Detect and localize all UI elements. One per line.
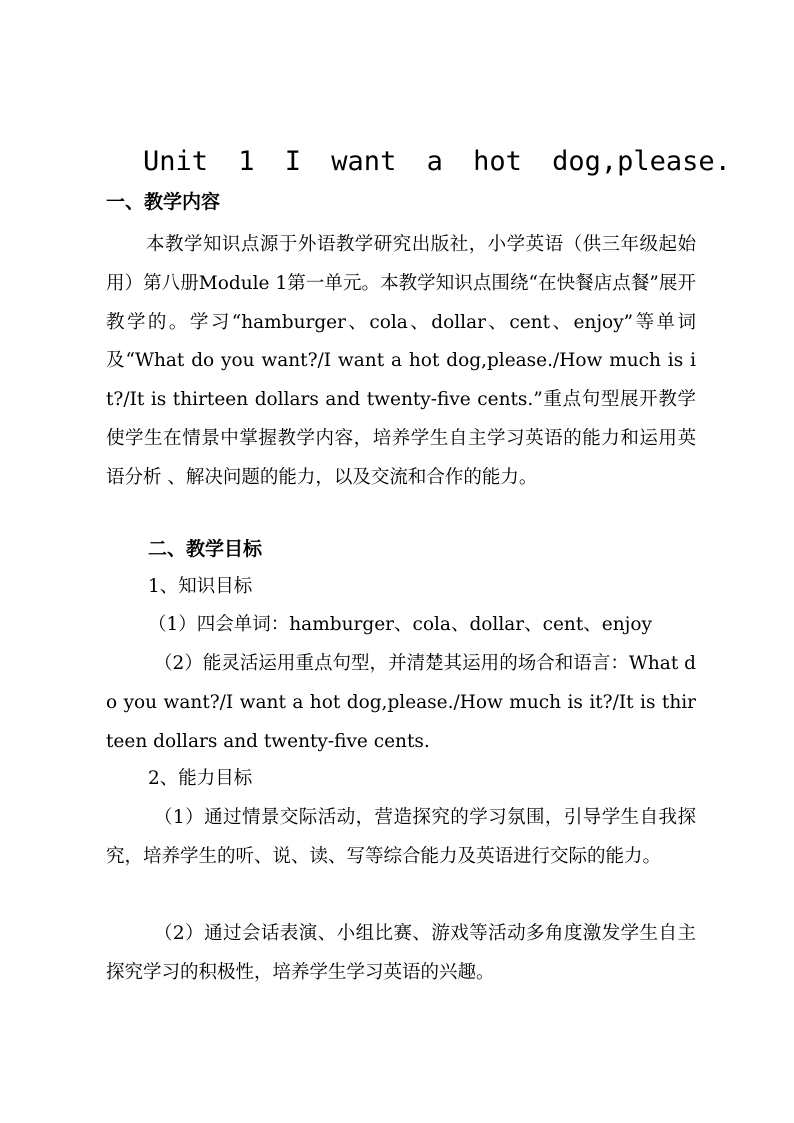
ability-goal-item-1: （1）通过情景交际活动，营造探究的学习氛围，引导学生自我探究，培养学生的听、说、读、写等综合能力及英语进行交际的能力。 — [106, 807, 696, 867]
section-heading-teaching-goals: 二、教学目标 — [148, 538, 263, 560]
ability-goal-item-2: （2）通过会话表演、小组比赛、游戏等活动多角度激发学生自主探究学习的积极性，培养学生学习英语的兴趣。 — [106, 923, 696, 983]
subheading-ability-goals: 2、能力目标 — [148, 768, 253, 789]
section-heading-teaching-content: 一、教学内容 — [106, 191, 221, 213]
knowledge-goal-item-1: （1）四会单词：hamburger、cola、dollar、cent、enjoy — [148, 614, 652, 635]
subheading-knowledge-goals: 1、知识目标 — [148, 576, 253, 597]
document-title: Unit 1 I want a hot dog,please. — [143, 146, 731, 177]
teaching-content-paragraph: 本教学知识点源于外语教学研究出版社，小学英语（供三年级起始用）第八册Module 1第一单元。本教学知识点围绕“在快餐店点餐”展开教学的。学习“hamburger、cola、dollar、cent、enjoy”等单词及“What do you want?/I want a hot dog,please./How much is it?/It is thirteen dollars and twenty-five cents.”重点句型展开教学使学生在情景中掌握教学内容，培养学生自主学习英语的能力和运用英语分析 、解决问题的能力，以及交流和合作的能力。 — [106, 234, 696, 488]
knowledge-goal-item-2: （2）能灵活运用重点句型，并清楚其运用的场合和语言：What do you want?/I want a hot dog,please./How much is it?/It is thirteen dollars and twenty-five cents. — [106, 653, 696, 752]
